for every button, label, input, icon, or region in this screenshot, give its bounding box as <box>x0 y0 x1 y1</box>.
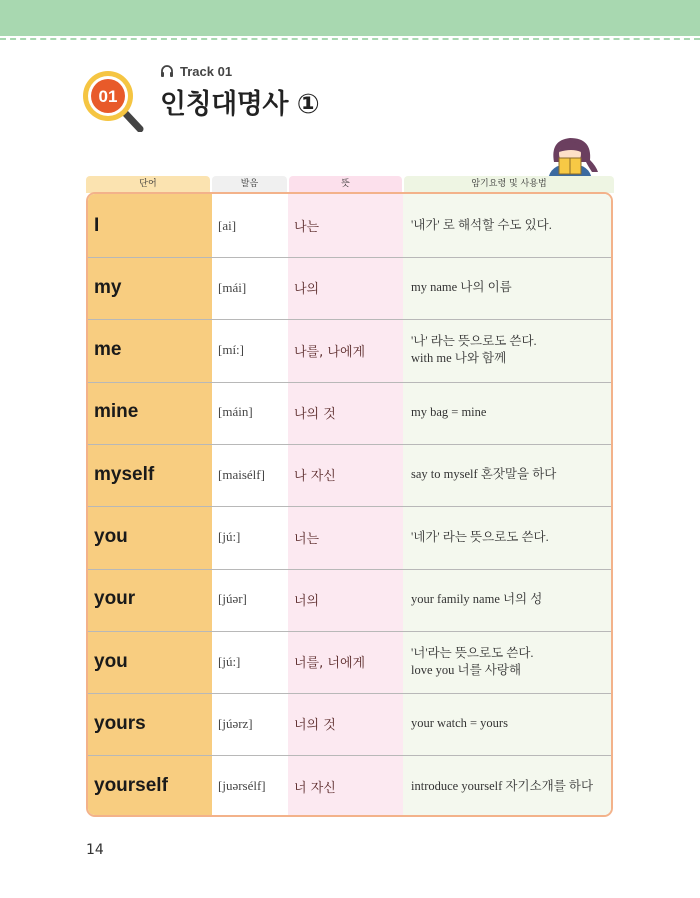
meaning-cell: 너 자신 <box>294 780 336 796</box>
table-row <box>88 443 611 507</box>
tip-line: my bag = mine <box>411 404 487 419</box>
dashed-divider <box>0 38 700 40</box>
pronunciation-cell: [júər] <box>218 591 247 607</box>
word-cell: you <box>94 650 128 672</box>
lesson-number: 01 <box>98 87 118 106</box>
tip-cell <box>411 692 607 755</box>
word-cell: myself <box>94 463 155 485</box>
tip-line: say to myself 혼잣말을 하다 <box>411 467 557 482</box>
table-row <box>88 506 611 570</box>
tip-cell <box>411 381 607 444</box>
page-number: 14 <box>86 842 104 858</box>
tip-cell <box>411 630 607 693</box>
top-band <box>0 0 700 36</box>
header-word: 단어 <box>86 176 210 193</box>
tip-cell <box>411 506 607 569</box>
reading-girl-illustration <box>540 132 602 180</box>
word-cell: my <box>94 276 122 298</box>
pronunciation-cell: [jú:] <box>218 653 241 669</box>
word-cell: mine <box>94 401 139 423</box>
vocabulary-table <box>86 192 613 817</box>
header-tips: 암기요령 및 사용법 <box>404 176 614 193</box>
meaning-cell: 너의 것 <box>294 718 336 734</box>
table-row <box>88 194 611 258</box>
word-cell: you <box>94 526 128 547</box>
tip-line: '내가' 로 해석할 수도 있다. <box>411 218 552 232</box>
header-pronunciation: 발음 <box>212 176 287 193</box>
word-cell: yours <box>94 712 146 734</box>
tip-line: '나' 라는 뜻으로도 쓴다. <box>411 334 537 349</box>
meaning-cell: 너는 <box>294 531 320 547</box>
pronunciation-cell: [maisélf] <box>218 466 265 482</box>
track-text: Track 01 <box>180 63 233 79</box>
pronunciation-cell: [mí:] <box>218 342 244 358</box>
meaning-cell: 나의 것 <box>294 406 336 422</box>
meaning-cell: 나는 <box>294 220 320 235</box>
page-title: 인칭대명사 ① <box>160 89 320 120</box>
tip-cell <box>411 256 607 319</box>
table-row <box>88 755 611 817</box>
table-row <box>88 256 611 320</box>
table-row <box>88 568 611 632</box>
table-row <box>88 319 611 383</box>
meaning-cell: 나 자신 <box>294 469 336 485</box>
tip-line: '네가' 라는 뜻으로도 쓴다. <box>411 529 549 544</box>
pronunciation-cell: [júərz] <box>218 715 253 731</box>
word-cell: yourself <box>94 775 168 797</box>
tip-cell <box>411 319 607 382</box>
pronunciation-cell: [jú:] <box>218 529 241 544</box>
tip-cell <box>411 443 607 506</box>
table-row <box>88 630 611 694</box>
headphones-icon <box>160 64 174 78</box>
tip-cell <box>411 755 607 817</box>
magnifier-badge-icon <box>82 70 144 132</box>
tip-line: your family name 너의 성 <box>411 591 543 606</box>
table-row <box>88 381 611 445</box>
meaning-cell: 나의 <box>294 282 320 298</box>
pronunciation-cell: [juərsélf] <box>218 778 266 794</box>
table-row <box>88 692 611 756</box>
tip-cell <box>411 194 607 257</box>
tip-line: with me 나와 함께 <box>411 351 507 366</box>
tip-line: your watch = yours <box>411 716 508 731</box>
tip-line: introduce yourself 자기소개를 하다 <box>411 778 594 793</box>
tip-line: my name 나의 이름 <box>411 280 512 295</box>
meaning-cell: 너의 <box>294 593 320 609</box>
header-meaning: 뜻 <box>289 176 402 193</box>
pronunciation-cell: [mái] <box>218 279 247 295</box>
meaning-cell: 너를, 너에게 <box>294 656 366 672</box>
word-cell: I <box>94 214 100 236</box>
tip-cell <box>411 568 607 631</box>
word-cell: your <box>94 588 136 610</box>
track-label <box>160 62 232 80</box>
word-cell: me <box>94 339 122 361</box>
tip-line: '너'라는 뜻으로도 쓴다. <box>411 645 534 660</box>
pronunciation-cell: [ai] <box>218 217 237 233</box>
tip-line: love you 너를 사랑해 <box>411 662 522 677</box>
meaning-cell: 나를, 나에게 <box>294 344 366 360</box>
pronunciation-cell: [máin] <box>218 404 253 420</box>
